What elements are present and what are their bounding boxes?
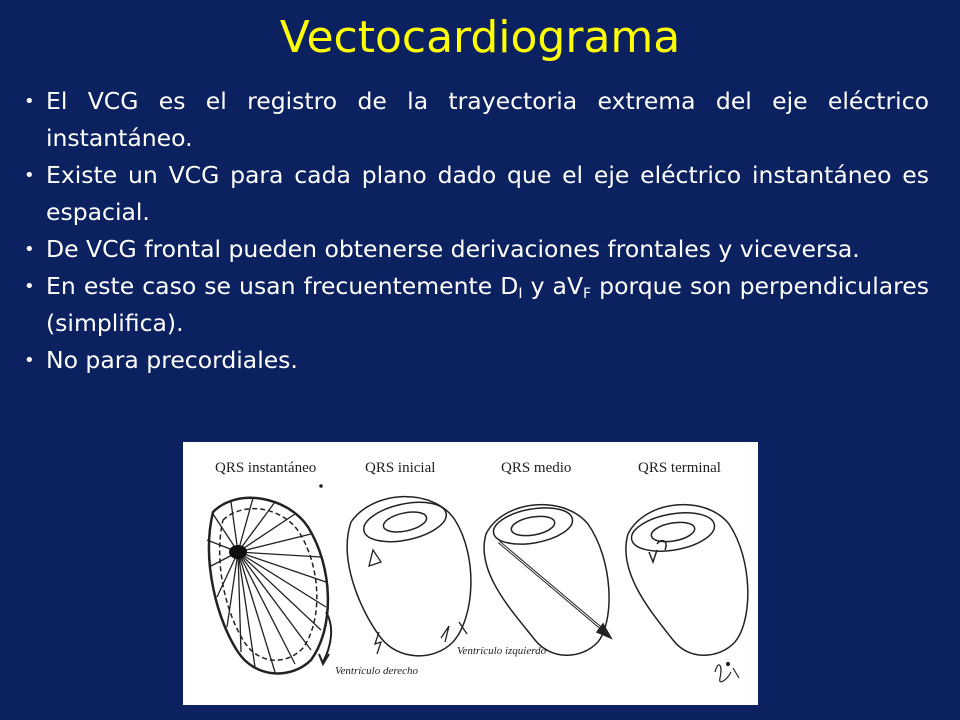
signature-mark (715, 663, 739, 682)
label-qrs-inicial: QRS inicial (365, 460, 436, 476)
heart-instantaneo (207, 498, 331, 674)
heart-terminal (626, 505, 748, 656)
label-qrs-instantaneo: QRS instantáneo (215, 460, 317, 476)
heart-inicial (347, 496, 471, 656)
bullet-text: De VCG frontal pueden obtenerse derivaciones frontales y viceversa. (46, 235, 860, 263)
bullet-text-part: y aV (522, 272, 584, 300)
bullet-text-part: En este caso se usan frecuentemente D (46, 272, 519, 300)
instant-vector-rays (207, 498, 326, 672)
bullet-item (24, 83, 929, 157)
bullet-text (46, 272, 929, 337)
bullet-icon: • (24, 350, 35, 371)
bullet-item (24, 231, 929, 268)
heart-medio (484, 502, 611, 655)
qrs-diagram-svg (183, 442, 758, 705)
bullet-item (24, 342, 929, 379)
bullet-text-part: porque son perpendiculares (simplifica). (46, 272, 929, 337)
bullet-text: No para precordiales. (46, 346, 298, 374)
bullet-icon: • (24, 91, 35, 112)
bullet-icon: • (24, 276, 35, 297)
label-ventriculo-derecho: Ventrículo derecho (335, 665, 418, 677)
slide-title: Vectocardiograma (279, 12, 681, 63)
label-qrs-terminal: QRS terminal (638, 460, 721, 476)
bullet-item (24, 268, 929, 342)
qrs-diagram (183, 442, 758, 705)
bullet-icon: • (24, 239, 35, 260)
subscript-f: F (583, 286, 592, 302)
bullet-list (24, 83, 929, 379)
bullet-text: El VCG es el registro de la trayectoria extrema del eje eléctrico instantáneo. (46, 87, 929, 152)
bullet-item (24, 157, 929, 231)
label-qrs-medio: QRS medio (501, 460, 572, 476)
label-ventriculo-izquierdo: Ventrículo izquierdo (457, 645, 547, 657)
dot-mark (319, 484, 323, 488)
bullet-icon: • (24, 165, 35, 186)
subscript-i: I (518, 286, 523, 302)
bullet-text: Existe un VCG para cada plano dado que el eje eléctrico instantáneo es espacial. (46, 161, 929, 226)
